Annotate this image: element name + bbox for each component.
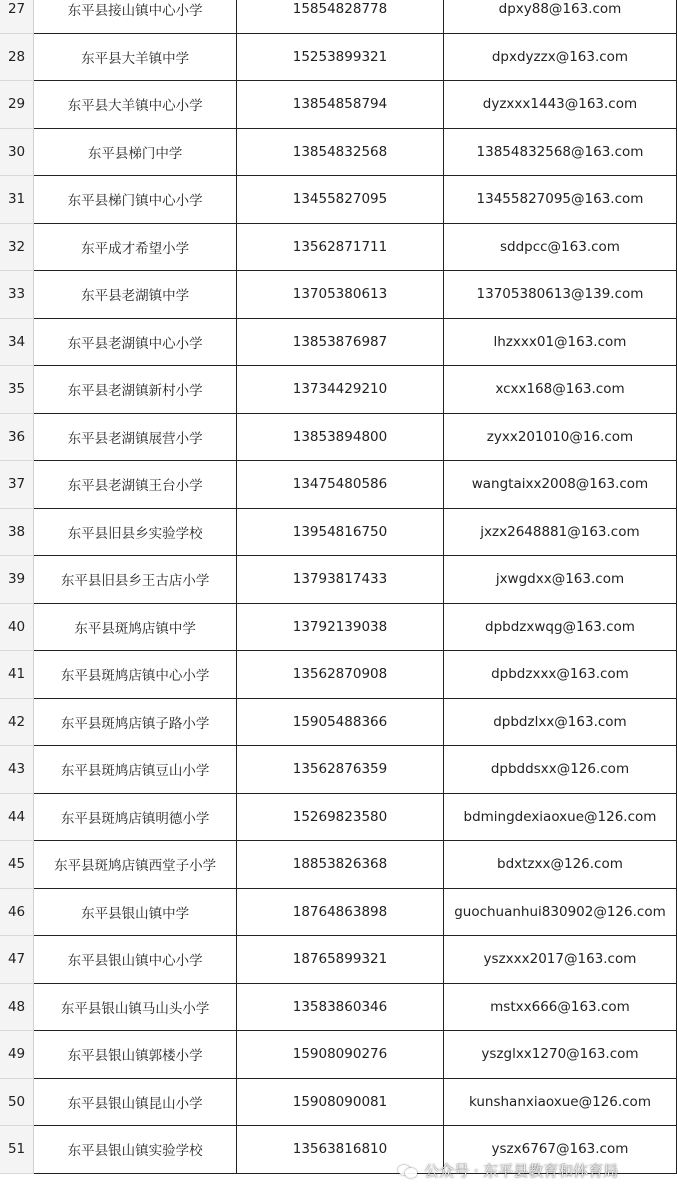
email-cell: yszxxx2017@163.com [443, 936, 676, 984]
phone-cell: 13793817433 [237, 556, 444, 604]
school-name-cell: 东平县斑鸠店镇中心小学 [34, 651, 237, 699]
row-number-cell: 48 [0, 983, 34, 1031]
row-number-cell: 39 [0, 556, 34, 604]
row-number-cell: 28 [0, 33, 34, 81]
table-row [0, 318, 677, 366]
table-row [0, 271, 677, 319]
school-name-cell: 东平成才希望小学 [34, 223, 237, 271]
email-cell: dpxy88@163.com [443, 0, 676, 33]
row-number-cell: 29 [0, 81, 34, 129]
row-number-cell: 34 [0, 318, 34, 366]
row-number-cell: 31 [0, 176, 34, 224]
table-row [0, 746, 677, 794]
row-number-cell: 51 [0, 1126, 34, 1174]
row-number-cell: 35 [0, 366, 34, 414]
email-cell: jxwgdxx@163.com [443, 556, 676, 604]
table-row [0, 698, 677, 746]
row-number-cell: 45 [0, 841, 34, 889]
row-number-cell: 27 [0, 0, 34, 33]
phone-cell: 18764863898 [237, 888, 444, 936]
row-number-cell: 40 [0, 603, 34, 651]
table-row [0, 0, 677, 33]
table-row [0, 176, 677, 224]
school-name-cell: 东平县大羊镇中学 [34, 33, 237, 81]
row-number-cell: 44 [0, 793, 34, 841]
row-number-cell: 50 [0, 1078, 34, 1126]
email-cell: yszx6767@163.com [443, 1126, 676, 1174]
email-cell: yszglxx1270@163.com [443, 1031, 676, 1079]
school-name-cell: 东平县梯门镇中心小学 [34, 176, 237, 224]
row-number-cell: 41 [0, 651, 34, 699]
table-row [0, 128, 677, 176]
school-name-cell: 东平县老湖镇新村小学 [34, 366, 237, 414]
row-number-cell: 49 [0, 1031, 34, 1079]
phone-cell: 13854832568 [237, 128, 444, 176]
table-row [0, 888, 677, 936]
table-row [0, 651, 677, 699]
row-number-cell: 42 [0, 698, 34, 746]
school-name-cell: 东平县银山镇实验学校 [34, 1126, 237, 1174]
phone-cell: 15854828778 [237, 0, 444, 33]
phone-cell: 15253899321 [237, 33, 444, 81]
table-row [0, 983, 677, 1031]
row-number-cell: 43 [0, 746, 34, 794]
row-number-cell: 47 [0, 936, 34, 984]
table-row [0, 223, 677, 271]
phone-cell: 15269823580 [237, 793, 444, 841]
email-cell: dpbdzxxx@163.com [443, 651, 676, 699]
email-cell: 13705380613@139.com [443, 271, 676, 319]
email-cell: bdmingdexiaoxue@126.com [443, 793, 676, 841]
phone-cell: 13562876359 [237, 746, 444, 794]
phone-cell: 13792139038 [237, 603, 444, 651]
email-cell: lhzxxx01@163.com [443, 318, 676, 366]
phone-cell: 13562871711 [237, 223, 444, 271]
table-row [0, 1126, 677, 1174]
table-row [0, 1078, 677, 1126]
row-number-cell: 46 [0, 888, 34, 936]
row-number-cell: 37 [0, 461, 34, 509]
row-number-cell: 38 [0, 508, 34, 556]
phone-cell: 18765899321 [237, 936, 444, 984]
school-name-cell: 东平县老湖镇王台小学 [34, 461, 237, 509]
phone-cell: 15905488366 [237, 698, 444, 746]
row-number-cell: 36 [0, 413, 34, 461]
table-row [0, 81, 677, 129]
email-cell: bdxtzxx@126.com [443, 841, 676, 889]
school-name-cell: 东平县斑鸠店镇中学 [34, 603, 237, 651]
phone-cell: 18853826368 [237, 841, 444, 889]
email-cell: 13455827095@163.com [443, 176, 676, 224]
email-cell: jxzx2648881@163.com [443, 508, 676, 556]
school-name-cell: 东平县银山镇中心小学 [34, 936, 237, 984]
school-name-cell: 东平县银山镇昆山小学 [34, 1078, 237, 1126]
email-cell: mstxx666@163.com [443, 983, 676, 1031]
phone-cell: 13854858794 [237, 81, 444, 129]
school-name-cell: 东平县梯门中学 [34, 128, 237, 176]
table-row [0, 366, 677, 414]
school-name-cell: 东平县老湖镇中心小学 [34, 318, 237, 366]
phone-cell: 13853876987 [237, 318, 444, 366]
table-row [0, 603, 677, 651]
table-row [0, 413, 677, 461]
school-name-cell: 东平县银山镇马山头小学 [34, 983, 237, 1031]
phone-cell: 13583860346 [237, 983, 444, 1031]
phone-cell: 13705380613 [237, 271, 444, 319]
email-cell: 13854832568@163.com [443, 128, 676, 176]
school-name-cell: 东平县银山镇郭楼小学 [34, 1031, 237, 1079]
email-cell: dpbdzlxx@163.com [443, 698, 676, 746]
email-cell: dyzxxx1443@163.com [443, 81, 676, 129]
email-cell: guochuanhui830902@126.com [443, 888, 676, 936]
school-name-cell: 东平县斑鸠店镇西堂子小学 [34, 841, 237, 889]
email-cell: sddpcc@163.com [443, 223, 676, 271]
school-name-cell: 东平县老湖镇中学 [34, 271, 237, 319]
school-name-cell: 东平县接山镇中心小学 [34, 0, 237, 33]
school-name-cell: 东平县旧县乡王古店小学 [34, 556, 237, 604]
school-name-cell: 东平县旧县乡实验学校 [34, 508, 237, 556]
watermark-text: 公众号 · 东平县教育和体育局 [424, 1162, 619, 1180]
email-cell: dpbddsxx@126.com [443, 746, 676, 794]
school-name-cell: 东平县大羊镇中心小学 [34, 81, 237, 129]
table-row [0, 841, 677, 889]
table-row [0, 508, 677, 556]
phone-cell: 13734429210 [237, 366, 444, 414]
phone-cell: 13954816750 [237, 508, 444, 556]
school-name-cell: 东平县斑鸠店镇明德小学 [34, 793, 237, 841]
row-number-cell: 32 [0, 223, 34, 271]
table-row [0, 793, 677, 841]
email-cell: dpxdyzzx@163.com [443, 33, 676, 81]
school-name-cell: 东平县银山镇中学 [34, 888, 237, 936]
table-row [0, 936, 677, 984]
school-name-cell: 东平县斑鸠店镇豆山小学 [34, 746, 237, 794]
phone-cell: 15908090081 [237, 1078, 444, 1126]
phone-cell: 15908090276 [237, 1031, 444, 1079]
school-name-cell: 东平县斑鸠店镇子路小学 [34, 698, 237, 746]
phone-cell: 13475480586 [237, 461, 444, 509]
phone-cell: 13562870908 [237, 651, 444, 699]
phone-cell: 13563816810 [237, 1126, 444, 1174]
table-row [0, 1031, 677, 1079]
email-cell: zyxx201010@16.com [443, 413, 676, 461]
email-cell: wangtaixx2008@163.com [443, 461, 676, 509]
table-row [0, 556, 677, 604]
row-number-cell: 30 [0, 128, 34, 176]
email-cell: kunshanxiaoxue@126.com [443, 1078, 676, 1126]
row-number-cell: 33 [0, 271, 34, 319]
school-name-cell: 东平县老湖镇展营小学 [34, 413, 237, 461]
email-cell: xcxx168@163.com [443, 366, 676, 414]
email-cell: dpbdzxwqg@163.com [443, 603, 676, 651]
table-row [0, 33, 677, 81]
phone-cell: 13455827095 [237, 176, 444, 224]
table-row [0, 461, 677, 509]
phone-cell: 13853894800 [237, 413, 444, 461]
